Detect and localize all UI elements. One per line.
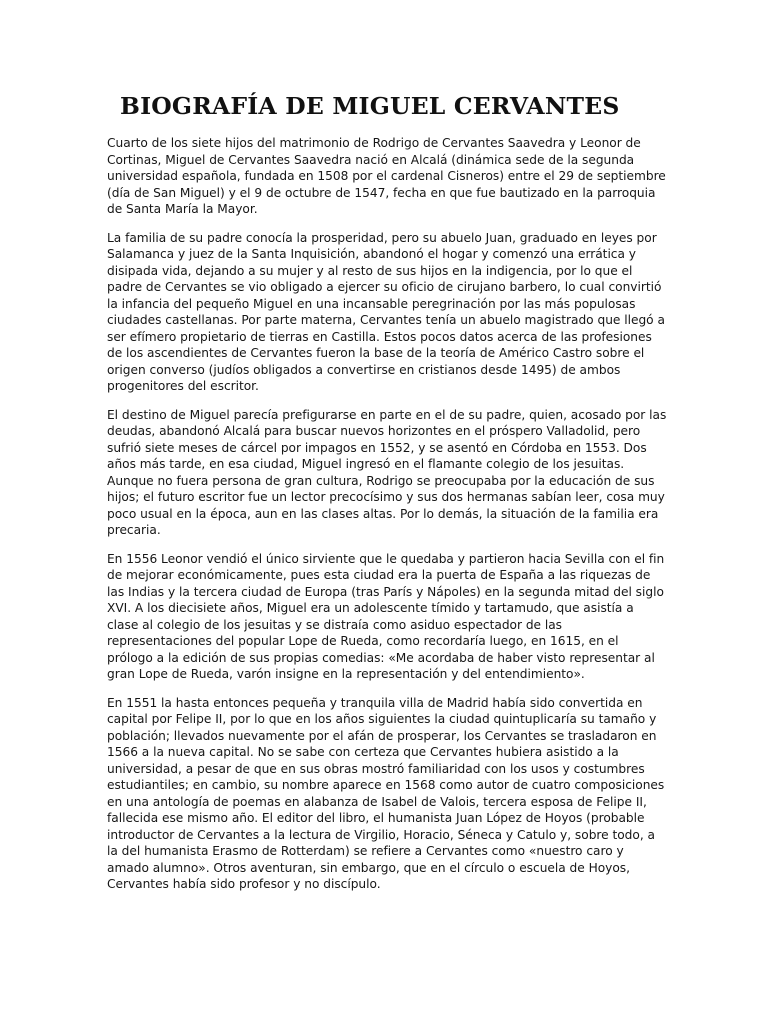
document-body — [107, 135, 667, 905]
paragraph: En 1556 Leonor vendió el único sirviente que le quedaba y partieron hacia Sevilla con el fin de mejorar económicamente, pues esta ciudad era la puerta de España a las riquezas de las Indias y la tercera ciudad de Europa (tras París y Nápoles) en la segunda mitad del siglo XVI. A los diecisiete años, Miguel era un adolescente tímido y tartamudo, que asistía a clase al colegio de los jesuitas y se distraía como asiduo espectador de las representaciones del popular Lope de Rueda, como recordaría luego, en 1615, en el prólogo a la edición de sus propias comedias: «Me acordaba de haber visto representar al gran Lope de Rueda, varón insigne en la representación y del entendimiento». — [107, 551, 665, 681]
paragraph: El destino de Miguel parecía prefigurarse en parte en el de su padre, quien, acosado por las deudas, abandonó Alcalá para buscar nuevos horizontes en el próspero Valladolid, pero sufrió siete meses de cárcel por impagos en 1552, y se asentó en Córdoba en 1553. Dos años más tarde, en esa ciudad, Miguel ingresó en el flamante colegio de los jesuitas. Aunque no fuera persona de gran cultura, Rodrigo se preocupaba por la educación de sus hijos; el futuro escritor fue un lector precocísimo y sus dos hermanas sabían leer, cosa muy poco usual en la época, aun en las clases altas. Por lo demás, la situación de la familia era precaria. — [107, 407, 667, 537]
paragraph: La familia de su padre conocía la prosperidad, pero su abuelo Juan, graduado en leyes por Salamanca y juez de la Santa Inquisición, abandonó el hogar y comenzó una errática y disipada vida, dejando a su mujer y al resto de sus hijos en la indigencia, por lo que el padre de Cervantes se vio obligado a ejercer su oficio de cirujano barbero, lo cual convirtió la infancia del pequeño Miguel en una incansable peregrinación por las más populosas ciudades castellanas. Por parte materna, Cervantes tenía un abuelo magistrado que llegó a ser efímero propietario de tierras en Castilla. Estos pocos datos acerca de las profesiones de los ascendientes de Cervantes fueron la base de la teoría de Américo Castro sobre el origen converso (judíos obligados a convertirse en cristianos desde 1495) de ambos progenitores del escritor. — [107, 230, 665, 393]
paragraph: Cuarto de los siete hijos del matrimonio de Rodrigo de Cervantes Saavedra y Leonor de Cortinas, Miguel de Cervantes Saavedra nació en Alcalá (dinámica sede de la segunda universidad española, fundada en 1508 por el cardenal Cisneros) entre el 29 de septiembre (día de San Miguel) y el 9 de octubre de 1547, fecha en que fue bautizado en la parroquia de Santa María la Mayor. — [107, 136, 666, 216]
paragraph: En 1551 la hasta entonces pequeña y tranquila villa de Madrid había sido convertida en capital por Felipe II, por lo que en los años siguientes la ciudad quintuplicaría su tamaño y población; llevados nuevamente por el afán de prosperar, los Cervantes se trasladaron en 1566 a la nueva capital. No se sabe con certeza que Cervantes hubiera asistido a la universidad, a pesar de que en sus obras mostró familiaridad con los usos y costumbres estudiantiles; en cambio, su nombre aparece en 1568 como autor de cuatro composiciones en una antología de poemas en alabanza de Isabel de Valois, tercera esposa de Felipe II, fallecida ese mismo año. El editor del libro, el humanista Juan López de Hoyos (probable introductor de Cervantes a la lectura de Virgilio, Horacio, Séneca y Catulo y, sobre todo, a la del humanista Erasmo de Rotterdam) se refiere a Cervantes como «nuestro caro y amado alumno». Otros aventuran, sin embargo, que en el círculo o escuela de Hoyos, Cervantes había sido profesor y no discípulo. — [107, 695, 665, 891]
document-title: BIOGRAFÍA DE MIGUEL CERVANTES — [120, 92, 620, 120]
